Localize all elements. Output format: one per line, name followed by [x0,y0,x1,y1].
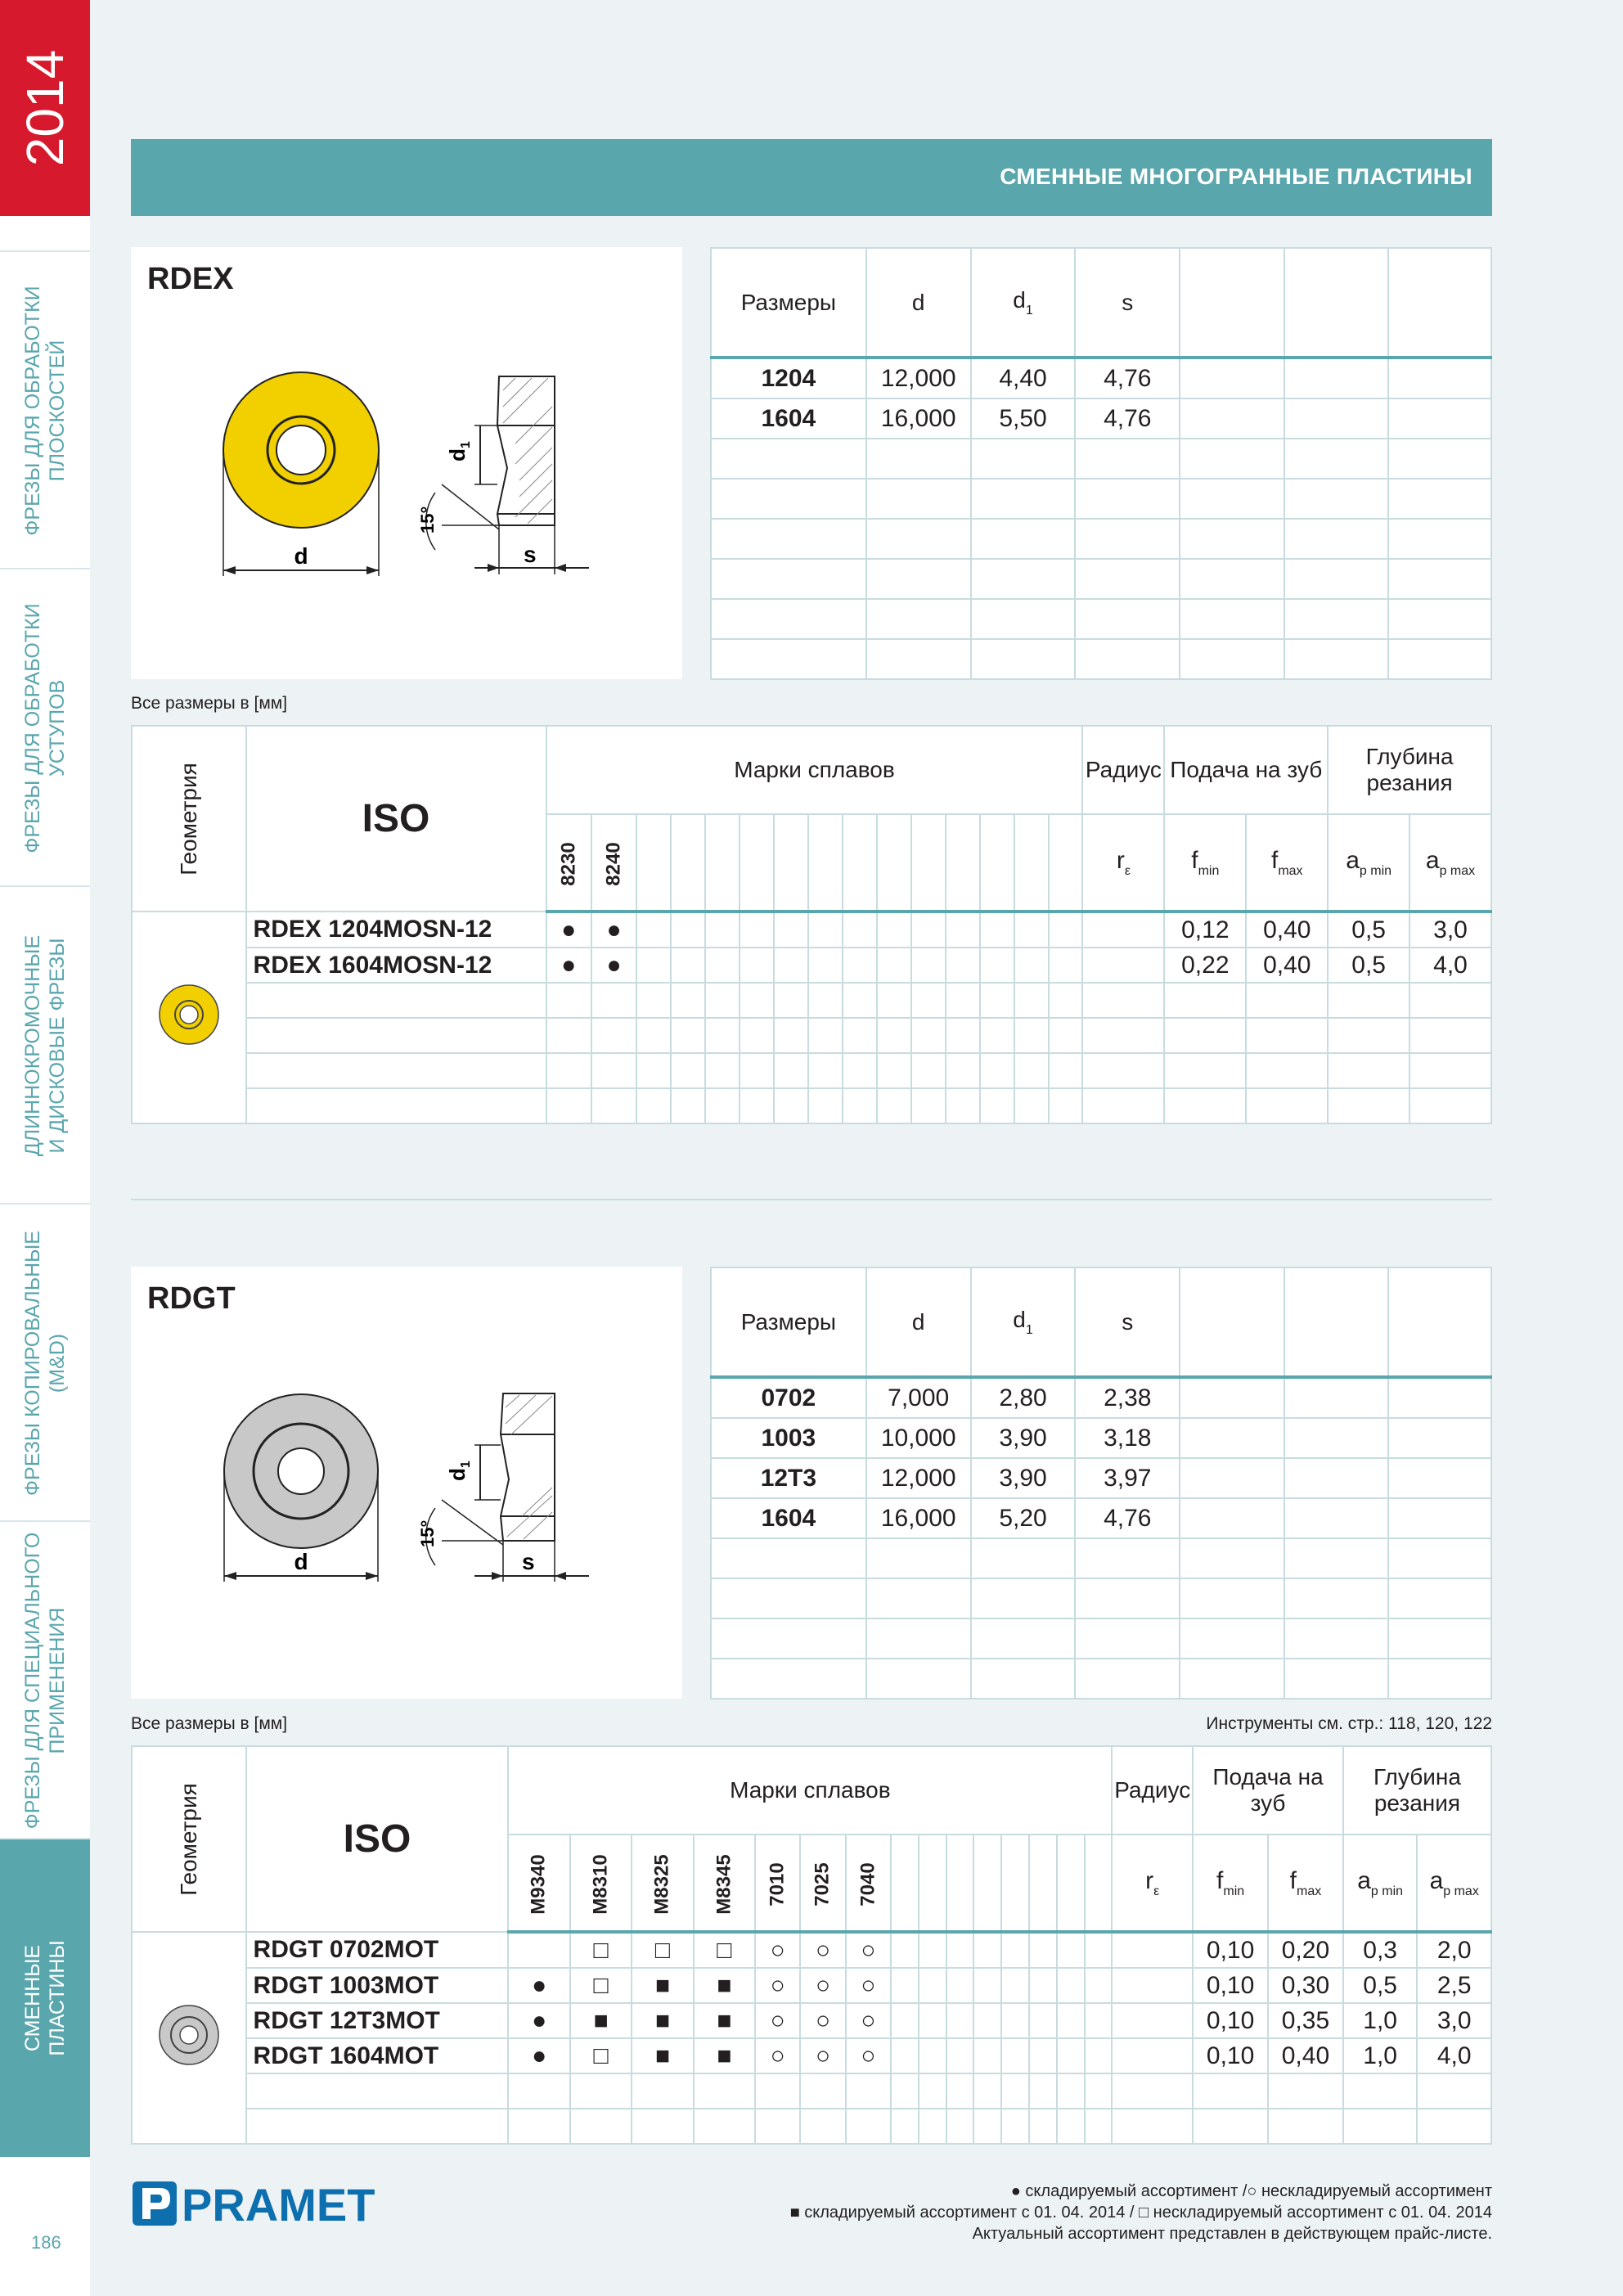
table-row: 1604 16,000 5,20 4,76 [711,1498,1491,1538]
fmax-header: $f_{max}$ [1268,1835,1343,1932]
rdgt-iso-table [131,1745,1492,2145]
rdgt-d-label: d [294,1549,308,1574]
rdgt-s-label: s [522,1549,535,1574]
depth-header: Глубина резания [1343,1746,1491,1835]
table-row: RDGT 12T3MOT ● ■ ■ ■ ○ ○ ○ 0,10 0,35 1,0 3,0 [132,2003,1491,2038]
rdgt-dimensions-table [710,1267,1492,1699]
grade-header: 8240 [591,814,636,912]
rdex-dimensions-table [710,247,1492,680]
grade-header: 7040 [846,1835,891,1932]
fmin-header: $f_{min}$ [1193,1835,1268,1932]
rdgt-angle-label: 15° [417,1519,438,1547]
rdex-d-label: d [294,543,308,569]
col-s: s [1075,1267,1180,1377]
legend-line: ● складируемый ассортимент /○ нескладируемый ассортимент [1010,2182,1492,2200]
section-banner [131,139,1492,216]
rdex-s-label: s [524,542,537,567]
rdex-angle-label: 15° [417,506,438,533]
radius-header: Радиус [1082,726,1164,814]
radius-header: Радиус [1112,1746,1193,1835]
iso-header: ISO [246,726,546,912]
sidebar-item-face-mills[interactable]: ФРЕЗЫ ДЛЯ ОБРАБОТКИ ПЛОСКОСТЕЙ [0,250,90,569]
rdgt-geometry-cell [132,1932,246,2144]
table-row: RDGT 0702MOT □ □ □ ○ ○ ○ 0,10 0,20 0,3 2,0 [132,1932,1491,1968]
sidebar-item-inserts[interactable]: СМЕННЫЕ ПЛАСТИНЫ [0,1838,90,2157]
grade-header: M8325 [632,1835,693,1932]
rdex-geometry-cell [132,912,246,1123]
availability-legend [790,2181,1492,2244]
grade-header: M8345 [694,1835,755,1932]
apmax-header: $a_{p max}$ [1417,1835,1491,1932]
alloys-header: Марки сплавов [508,1746,1112,1835]
table-row: RDEX 1204MOSN-12 ● ● 0,12 0,40 0,5 3,0 [132,912,1491,948]
rdgt-dims-note: Все размеры в [мм] [131,1714,288,1733]
apmax-header: $a_{p max}$ [1409,814,1491,912]
rdgt-insert-drawing [131,1267,682,1699]
geometry-header: Геометрия [132,1746,246,1932]
col-sizes: Размеры [711,1267,866,1377]
sidebar-item-long-edge-mills[interactable]: ДЛИННОКРОМОЧНЫЕ И ДИСКОВЫЕ ФРЕЗЫ [0,885,90,1204]
geometry-header: Геометрия [132,726,246,912]
sidebar [0,0,90,2296]
table-row: 1604 16,000 5,50 4,76 [711,398,1491,439]
r-header: $r_\varepsilon$ [1082,814,1164,912]
feed-header: Подача на зуб [1193,1746,1343,1835]
table-row: 1003 10,000 3,90 3,18 [711,1418,1491,1458]
depth-header: Глубина резания [1328,726,1491,814]
col-d: d [866,1267,971,1377]
table-row: RDGT 1003MOT ● □ ■ ■ ○ ○ ○ 0,10 0,30 0,5 2,5 [132,1968,1491,2003]
r-header: $r_\varepsilon$ [1112,1835,1193,1932]
rdgt-d1-label: $d_1$ [445,1461,473,1481]
feed-header: Подача на зуб [1164,726,1328,814]
pramet-logo [131,2177,401,2229]
sidebar-item-copy-mills[interactable]: ФРЕЗЫ КОПИРОВАЛЬНЫЕ (M&D) [0,1203,90,1522]
rdgt-insert-icon [156,2002,222,2068]
table-row: RDEX 1604MOSN-12 ● ● 0,22 0,40 0,5 4,0 [132,948,1491,983]
year-tab [0,0,90,216]
rdex-d1-label: $d_1$ [445,441,473,461]
col-sizes: Размеры [711,248,866,358]
col-d1: $d_1$ [971,248,1076,358]
rdgt-drawing-panel [131,1267,682,1699]
table-row: RDGT 1604MOT ● □ ■ ■ ○ ○ ○ 0,10 0,40 1,0 4,0 [132,2038,1491,2073]
grade-header: 7010 [755,1835,800,1932]
grade-header: 7025 [800,1835,845,1932]
year-label: 2014 [16,49,74,167]
rdex-insert-icon [156,982,222,1047]
grade-header: M8310 [570,1835,632,1932]
apmin-header: $a_{p min}$ [1343,1835,1418,1932]
grade-header: M9340 [508,1835,569,1932]
alloys-header: Марки сплавов [546,726,1083,814]
page-number: 186 [31,2232,61,2253]
col-d: d [866,248,971,358]
legend-line: Актуальный ассортимент представлен в действующем прайс-листе. [972,2225,1492,2243]
table-row: 12T3 12,000 3,90 3,97 [711,1458,1491,1498]
rdex-title: RDEX [147,262,234,296]
rdgt-title: RDGT [147,1281,236,1316]
rdex-iso-table [131,725,1492,1124]
fmax-header: $f_{max}$ [1246,814,1328,912]
iso-header: ISO [246,1746,509,1932]
legend-line: ■ складируемый ассортимент с 01. 04. 2014 / □ нескладируемый ассортимент с 01. 04. 2014 [789,2204,1492,2222]
rdex-drawing-panel [131,247,682,679]
grade-header: 8230 [546,814,591,912]
col-s: s [1075,248,1180,358]
rdex-insert-drawing [131,247,682,679]
tools-reference: Инструменты см. стр.: 118, 120, 122 [1206,1714,1492,1733]
rdex-dims-note: Все размеры в [мм] [131,694,288,713]
fmin-header: $f_{min}$ [1164,814,1246,912]
sidebar-item-special-mills[interactable]: ФРЕЗЫ ДЛЯ СПЕЦИАЛЬНОГО ПРИМЕНЕНИЯ [0,1520,90,1839]
logo-text: PRAMET [182,2179,375,2229]
table-row: 0702 7,000 2,80 2,38 [711,1377,1491,1418]
sidebar-item-shoulder-mills[interactable]: ФРЕЗЫ ДЛЯ ОБРАБОТКИ УСТУПОВ [0,568,90,887]
banner-title: СМЕННЫЕ МНОГОГРАННЫЕ ПЛАСТИНЫ [1000,164,1472,189]
table-row: 1204 12,000 4,40 4,76 [711,358,1491,398]
col-d1: $d_1$ [971,1267,1076,1377]
section-divider [131,1199,1492,1200]
apmin-header: $a_{p min}$ [1328,814,1409,912]
